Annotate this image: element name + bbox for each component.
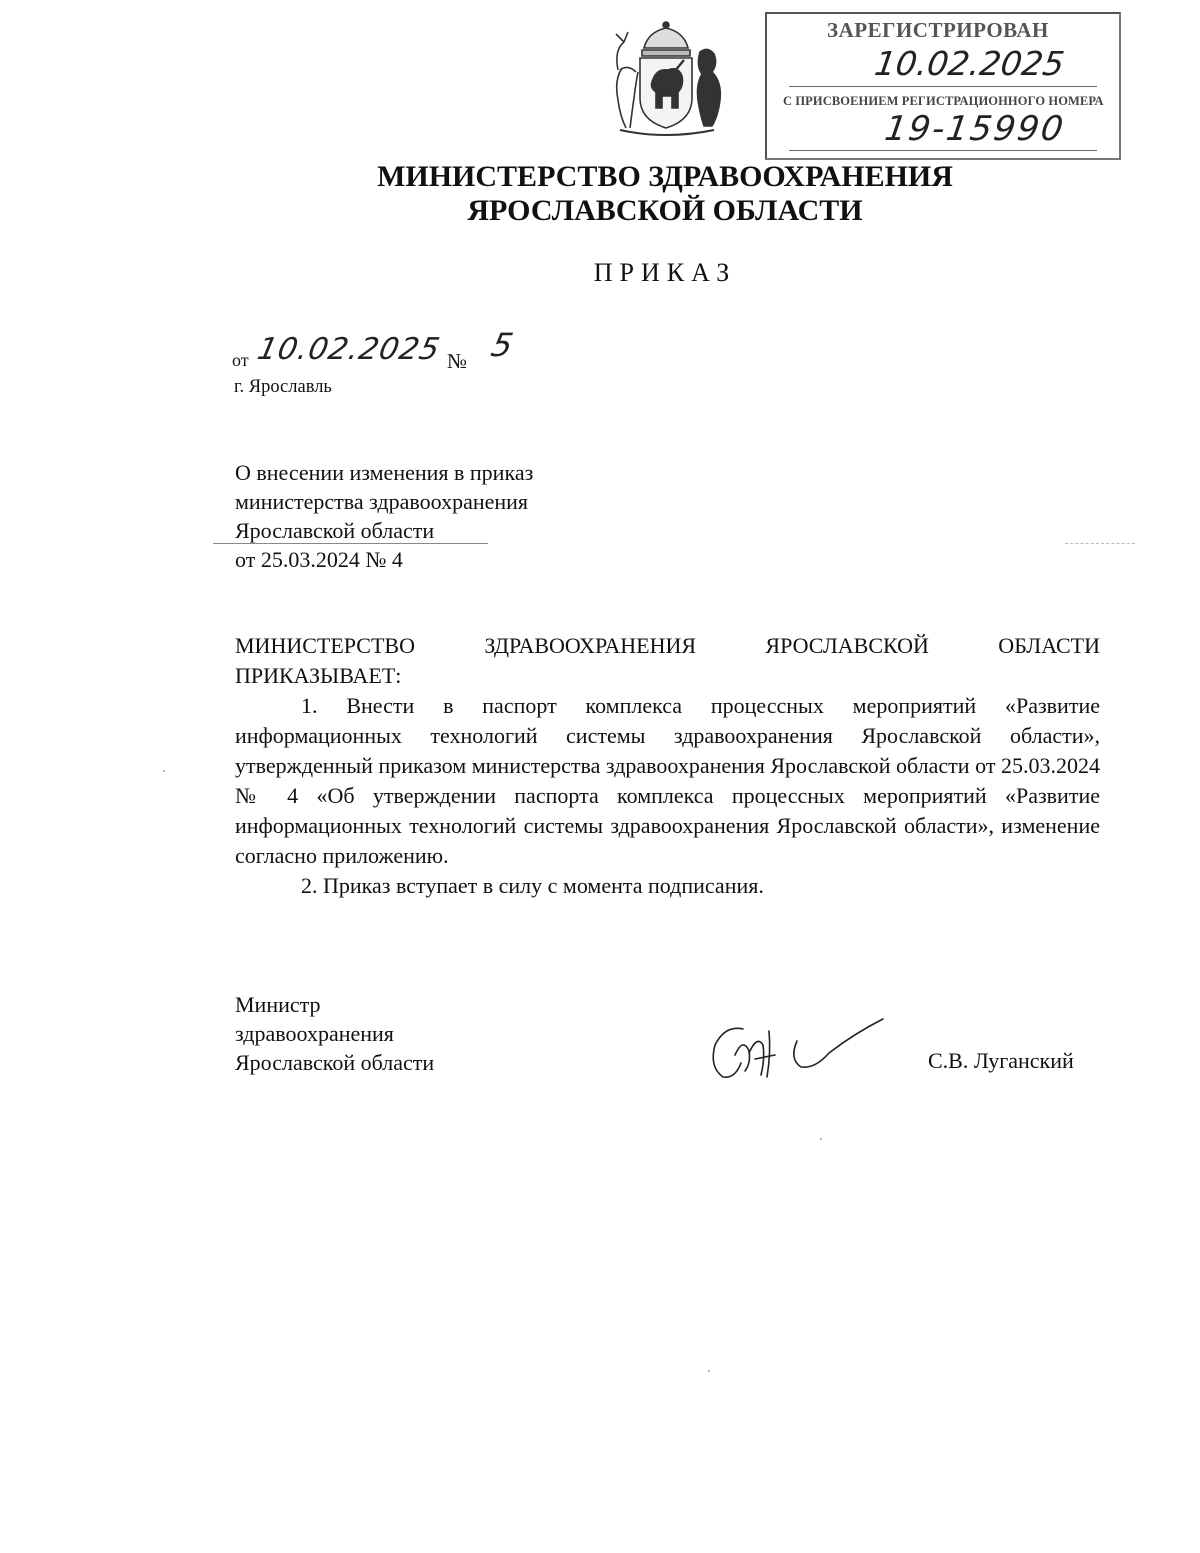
divider-line [1065,543,1135,544]
position-line: Министр [235,992,321,1017]
signature-icon [705,1015,890,1083]
stamp-caption: С ПРИСВОЕНИЕМ РЕГИСТРАЦИОННОГО НОМЕРА [783,94,1104,108]
order-body [235,631,1100,901]
registration-stamp [765,12,1121,160]
scan-speck [820,1138,822,1140]
subject-line: Ярославской области [235,518,435,543]
subject-line: О внесении изменения в приказ [235,460,534,485]
handwritten-signature [705,1015,890,1083]
coat-of-arms-emblem [604,20,728,138]
handwritten-order-date: 10.02.2025 [254,332,444,367]
signatory-name: С.В. Луганский [928,1048,1074,1073]
handwritten-order-number: 5 [487,326,517,364]
stamp-date: 10.02.2025 [872,44,1067,83]
document-type: ПРИКАЗ [593,258,737,287]
preamble-line1: МИНИСТЕРСТВО ЗДРАВООХРАНЕНИЯ ЯРОСЛАВСКОЙ ОБЛАСТИ [235,633,1100,658]
preamble-line2: ПРИКАЗЫВАЕТ: [235,663,402,688]
date-prefix: от [232,350,249,370]
stamp-number: 19-15990 [882,109,1068,149]
order-item-1: 1. Внести в паспорт комплекса процессных мероприятий «Развитие информационных технологий системы здравоохранения Ярославской области», утвержденный приказом министерства здравоохранения Ярославской области от 25.03.2024 № 4 «Об утверждении паспорта комплекса процессных мероприятий «Развитие информационных технологий системы здравоохранения Ярославской области», изменение согласно приложению. [235,693,1100,868]
number-label: № [447,349,468,373]
subject-line: от 25.03.2024 № 4 [235,547,403,572]
subject-line: министерства здравоохранения [235,489,529,514]
stamp-divider [789,86,1097,87]
coat-of-arms-icon [604,20,728,138]
divider-line [213,543,488,544]
position-line: Ярославской области [235,1050,435,1075]
position-line: здравоохранения [235,1021,394,1046]
scan-speck [163,770,165,772]
city: г. Ярославль [234,377,332,397]
order-item-2: 2. Приказ вступает в силу с момента подписания. [301,873,764,898]
stamp-title: ЗАРЕГИСТРИРОВАН [827,18,1049,42]
ministry-title-line1: МИНИСТЕРСТВО ЗДРАВООХРАНЕНИЯ [377,160,953,193]
scan-speck [708,1370,710,1372]
ministry-title-line2: ЯРОСЛАВСКОЙ ОБЛАСТИ [467,194,863,227]
stamp-divider [789,150,1097,151]
signatory-position [235,990,434,1077]
order-subject [235,458,533,574]
